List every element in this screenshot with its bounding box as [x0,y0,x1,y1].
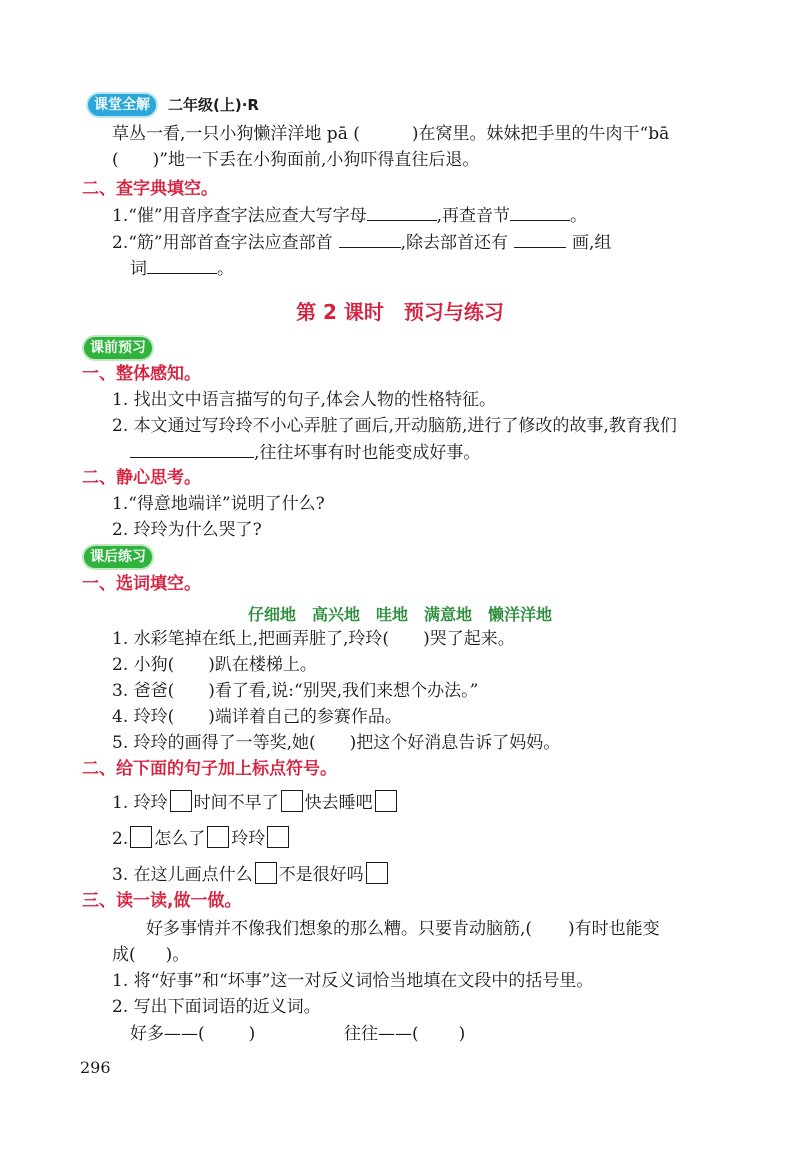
question [112,705,402,729]
cont-line-2 [112,148,479,172]
punct-box[interactable] [170,790,192,812]
punct-box[interactable] [130,826,152,848]
punct-box[interactable] [281,790,303,812]
question: 1. 将“好事”和“坏事”这一对反义词恰当地填在文段中的括号里。 [112,971,594,991]
answer-blank[interactable] [130,440,254,458]
question: 1.“得意地端详”说明了什么? [112,494,325,514]
text: 往往——( [344,1024,419,1044]
answer-blank[interactable] [367,203,437,221]
text: ( [112,150,119,170]
text: 4. 玲玲( [112,707,175,727]
punct-box[interactable] [375,790,397,812]
word-bank: 仔细地 高兴地 哇地 满意地 懒洋洋地 [247,605,552,624]
text: 2. [112,829,129,849]
reading-passage-cont [112,943,189,967]
text: 不是很好吗 [278,865,364,885]
pre-study-badge: 课前预习 [84,337,152,359]
text: 词 [130,259,147,279]
question [112,731,560,755]
text: 草丛一看,一只小狗懒洋洋地 pā ( [112,124,360,144]
section-heading: 二、给下面的句子加上标点符号。 [82,759,337,779]
question [112,627,515,651]
text: 好多——( [130,1024,205,1044]
text: 怎么了 [154,829,206,849]
punct-sentence [112,826,291,851]
text: )”地一下丢在小狗面前,小狗吓得直往后退。 [152,150,480,170]
text: 玲玲 [231,829,266,849]
question: 2. 玲玲为什么哭了? [112,520,262,540]
text: )有时也能变 [568,919,660,939]
text: )把这个好消息告诉了妈妈。 [349,733,561,753]
text: 1. 玲玲 [112,793,168,813]
text: 。 [217,259,234,279]
synonym-item [130,1022,255,1046]
section-heading: 二、静心思考。 [82,468,201,488]
question [112,230,611,255]
text: 时间不早了 [193,793,279,813]
text: 3. 在这儿画点什么 [112,865,253,885]
question [112,653,317,677]
question: 1. 找出文中语言描写的句子,体会人物的性格特征。 [112,390,497,410]
punct-sentence [112,862,390,887]
section-heading: 一、选词填空。 [82,574,201,594]
text: )趴在楼梯上。 [208,655,317,675]
grade-label: 二年级(上)·R [168,96,259,114]
text: 画,组 [572,233,612,253]
answer-blank[interactable] [510,203,570,221]
question-cont [130,256,234,281]
post-practice-badge: 课后练习 [84,546,152,568]
punct-box[interactable] [255,862,277,884]
text: ,往往坏事有时也能变成好事。 [254,443,481,463]
answer-blank[interactable] [514,230,566,248]
question-cont [130,440,480,465]
text: )看了看,说:“别哭,我们来想个办法。” [208,681,479,701]
text: ,再查音节 [436,206,511,226]
text: 2. 小狗( [112,655,175,675]
text: ,除去部首还有 [400,233,509,253]
cont-line-1 [112,122,669,146]
answer-blank[interactable] [147,256,217,274]
text: )在窝里。妹妹把手里的牛肉干“bā [411,124,670,144]
series-badge: 课堂全解 [88,94,156,116]
text: 1. 水彩笔掉在纸上,把画弄脏了,玲玲( [112,629,390,649]
section-heading: 三、读一读,做一做。 [82,891,242,911]
text: 。 [570,206,588,226]
question: 2. 写出下面词语的近义词。 [112,997,321,1017]
text: 快去睡吧 [304,793,373,813]
text: )。 [165,945,190,965]
question: 2. 本文通过写玲玲不小心弄脏了画后,开动脑筋,进行了修改的故事,教育我们 [112,416,677,436]
text: 5. 玲玲的画得了一等奖,她( [112,733,316,753]
question [112,203,587,228]
punct-box[interactable] [207,826,229,848]
text: 好多事情并不像我们想象的那么糟。只要肯动脑筋,( [146,919,533,939]
lesson-title: 第 2 课时 预习与练习 [296,300,504,324]
page-number: 296 [80,1058,111,1077]
text: )哭了起来。 [423,629,515,649]
answer-blank[interactable] [339,230,401,248]
text: 2.“筋”用部首查字法应查部首 [112,233,333,253]
reading-passage [146,917,660,941]
punct-sentence [112,790,399,815]
text: ) [458,1024,466,1044]
text: 1.“催”用音序查字法应查大写字母 [112,206,367,226]
text: )端详着自己的参赛作品。 [208,707,402,727]
text: ) [248,1024,256,1044]
text: 成( [112,945,136,965]
text: 3. 爸爸( [112,681,175,701]
punct-box[interactable] [366,862,388,884]
punct-box[interactable] [267,826,289,848]
synonym-item [344,1022,465,1046]
question [112,679,478,703]
section-heading: 一、整体感知。 [82,364,201,384]
section-heading: 二、查字典填空。 [82,179,218,199]
